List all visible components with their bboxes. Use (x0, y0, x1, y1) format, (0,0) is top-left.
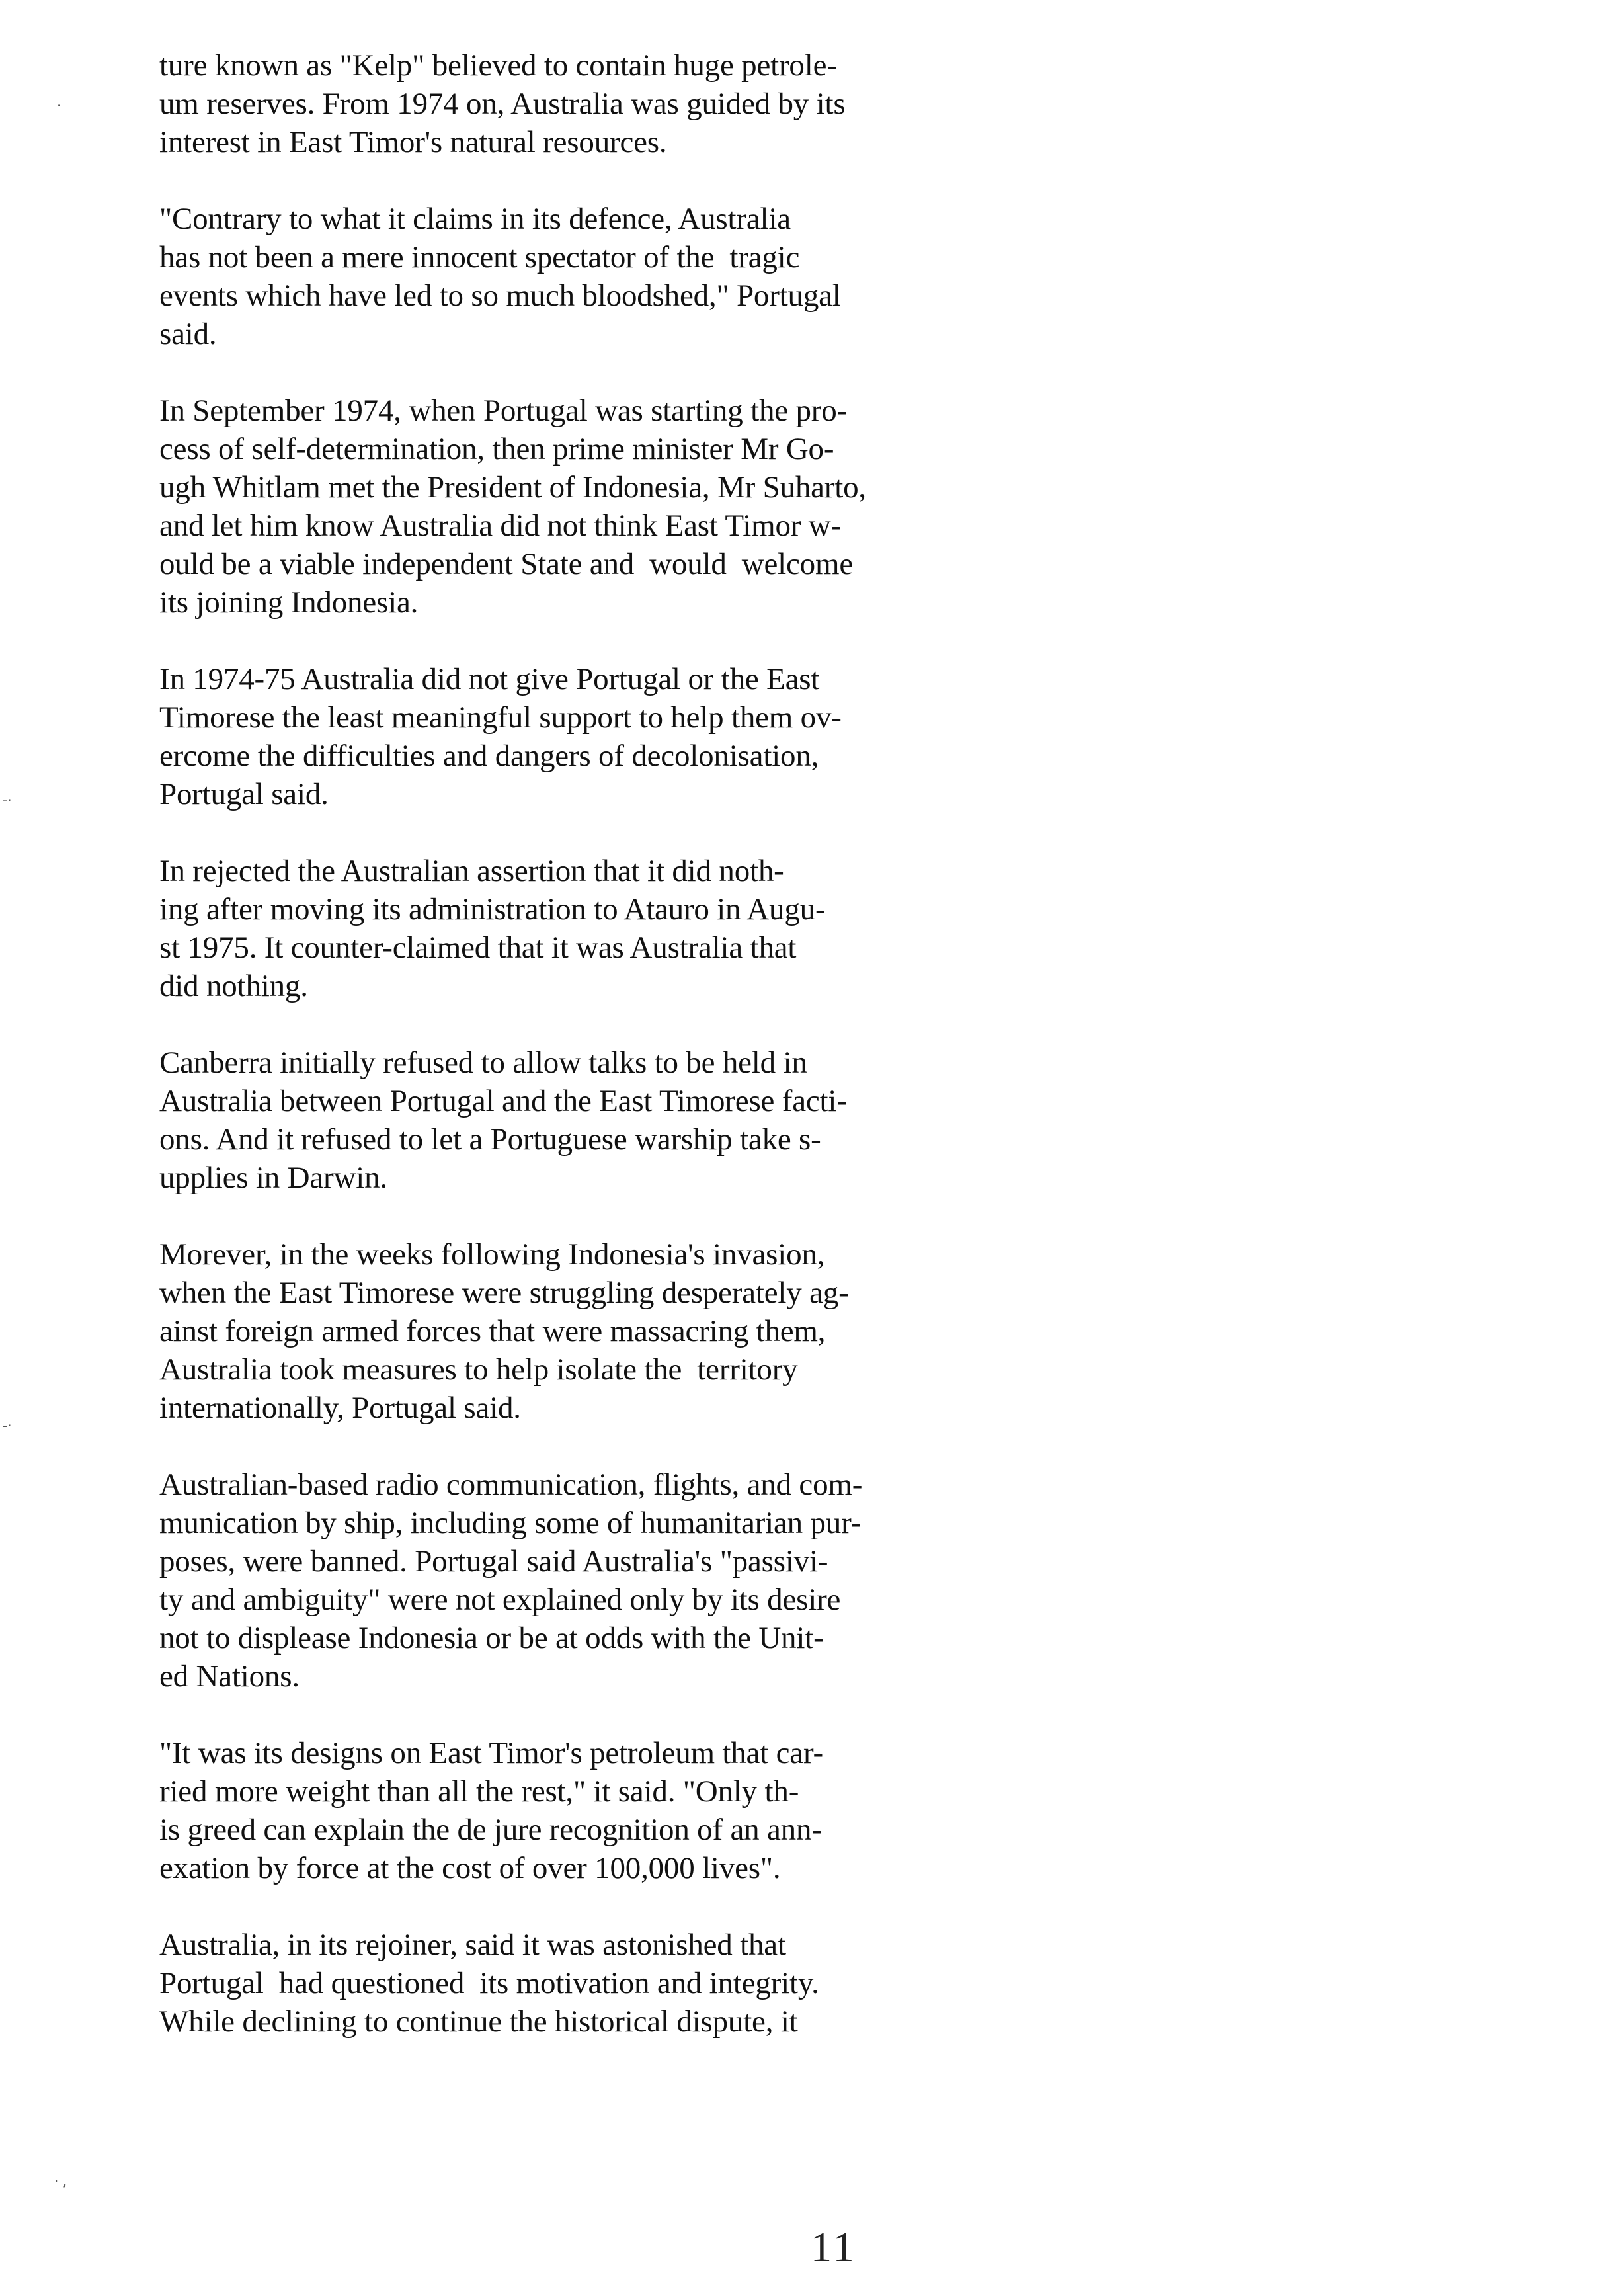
paragraph (159, 391, 979, 622)
scan-speck: -· (3, 1418, 12, 1434)
scan-speck: · , (54, 2173, 67, 2189)
text-line: ture known as "Kelp" believed to contain huge petrole- (159, 48, 837, 83)
text-line: is greed can explain the de jure recognition of an ann- (159, 1813, 822, 1847)
text-line: not to displease Indonesia or be at odds with the Unit- (159, 1621, 824, 1655)
paragraph (159, 200, 979, 353)
text-line: Australia between Portugal and the East Timorese facti- (159, 1084, 847, 1118)
article-column (159, 46, 979, 2079)
paragraph (159, 1734, 979, 1887)
paragraph (159, 1044, 979, 1197)
text-line: did nothing. (159, 969, 308, 1003)
text-line: internationally, Portugal said. (159, 1391, 521, 1425)
scan-speck: -· (3, 792, 12, 808)
paragraph (159, 1235, 979, 1427)
text-line: has not been a mere innocent spectator of the tragic (159, 240, 800, 274)
text-line: st 1975. It counter-claimed that it was Australia that (159, 930, 797, 965)
paragraph (159, 660, 979, 813)
text-line: Australia, in its rejoiner, said it was astonished that (159, 1928, 786, 1962)
text-line: Portugal had questioned its motivation and integrity. (159, 1966, 819, 2000)
text-line: exation by force at the cost of over 100,000 lives". (159, 1851, 781, 1885)
text-line: when the East Timorese were struggling desperately ag- (159, 1276, 849, 1310)
text-line: In 1974-75 Australia did not give Portugal or the East (159, 662, 820, 696)
text-line: ons. And it refused to let a Portuguese warship take s- (159, 1122, 821, 1157)
text-line: upplies in Darwin. (159, 1161, 387, 1195)
text-line: poses, were banned. Portugal said Australia's "passivi- (159, 1544, 828, 1578)
paragraph (159, 46, 979, 161)
text-line: Timorese the least meaningful support to help them ov- (159, 700, 842, 735)
text-line: Australia took measures to help isolate the territory (159, 1352, 798, 1387)
text-line: Portugal said. (159, 777, 329, 811)
text-line: ing after moving its administration to Atauro in Augu- (159, 892, 826, 926)
text-line: said. (159, 317, 217, 351)
text-line: In rejected the Australian assertion that it did noth- (159, 854, 784, 888)
text-line: um reserves. From 1974 on, Australia was guided by its (159, 87, 846, 121)
text-line: ould be a viable independent State and would welcome (159, 547, 853, 581)
text-line: ty and ambiguity" were not explained only by its desire (159, 1582, 841, 1617)
paragraph (159, 852, 979, 1005)
text-line: ugh Whitlam met the President of Indonesia, Mr Suharto, (159, 470, 866, 505)
text-line: ercome the difficulties and dangers of decolonisation, (159, 739, 819, 773)
text-line: Morever, in the weeks following Indonesia's invasion, (159, 1237, 825, 1272)
text-line: "It was its designs on East Timor's petroleum that car- (159, 1736, 823, 1770)
text-line: interest in East Timor's natural resources. (159, 125, 667, 159)
paragraph (159, 1926, 979, 2041)
text-line: cess of self-determination, then prime minister Mr Go- (159, 432, 834, 466)
page-number: 11 (811, 2223, 857, 2270)
paragraph (159, 1465, 979, 1696)
text-line: ried more weight than all the rest," it said. "Only th- (159, 1774, 799, 1809)
text-line: Australian-based radio communication, flights, and com- (159, 1467, 863, 1502)
text-line: and let him know Australia did not think East Timor w- (159, 509, 842, 543)
text-line: "Contrary to what it claims in its defence, Australia (159, 202, 791, 236)
text-line: In September 1974, when Portugal was starting the pro- (159, 393, 847, 428)
scan-speck: · (57, 98, 61, 114)
text-line: its joining Indonesia. (159, 585, 419, 620)
text-line: While declining to continue the historical dispute, it (159, 2004, 798, 2039)
text-line: Canberra initially refused to allow talks to be held in (159, 1046, 807, 1080)
text-line: munication by ship, including some of humanitarian pur- (159, 1506, 862, 1540)
text-line: ed Nations. (159, 1659, 300, 1694)
text-line: events which have led to so much bloodshed," Portugal (159, 278, 841, 313)
text-line: ainst foreign armed forces that were massacring them, (159, 1314, 826, 1348)
